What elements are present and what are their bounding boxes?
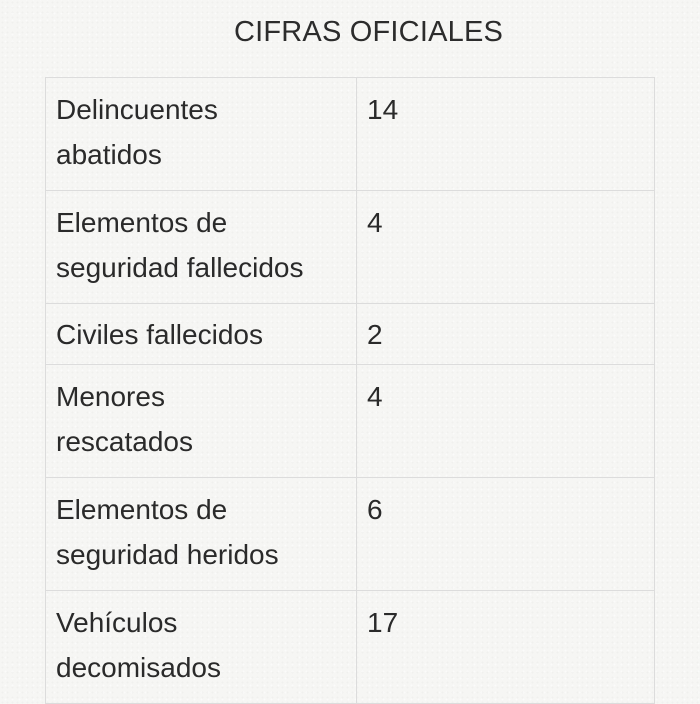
row-label-line: seguridad heridos: [56, 539, 279, 570]
row-label-line: Vehículos: [56, 607, 178, 638]
row-label-line: rescatados: [56, 426, 193, 457]
row-label-line: Elementos de: [56, 207, 228, 238]
row-label: [46, 478, 357, 591]
row-label-line: abatidos: [56, 139, 162, 170]
row-value: 4: [357, 191, 655, 304]
table-row: [46, 478, 655, 591]
row-label: Civiles fallecidos: [46, 304, 357, 365]
table-row: [46, 365, 655, 478]
row-label-line: Menores: [56, 381, 165, 412]
row-label: [46, 365, 357, 478]
table-row: [46, 304, 655, 365]
row-label-line: Delincuentes: [56, 94, 218, 125]
row-value: 6: [357, 478, 655, 591]
row-label-line: Elementos de: [56, 494, 228, 525]
row-label: [46, 191, 357, 304]
page-title: CIFRAS OFICIALES: [233, 16, 504, 48]
row-value: 17: [357, 591, 655, 704]
table-row: [46, 591, 655, 704]
row-value: 4: [357, 365, 655, 478]
row-label-line: seguridad fallecidos: [56, 252, 304, 283]
row-label: [46, 591, 357, 704]
row-value: 2: [357, 304, 655, 365]
row-label-line: decomisados: [56, 652, 221, 683]
table-row: [46, 78, 655, 191]
row-value: 14: [357, 78, 655, 191]
table-row: [46, 191, 655, 304]
row-label: [46, 78, 357, 191]
official-figures-table: [45, 77, 655, 704]
